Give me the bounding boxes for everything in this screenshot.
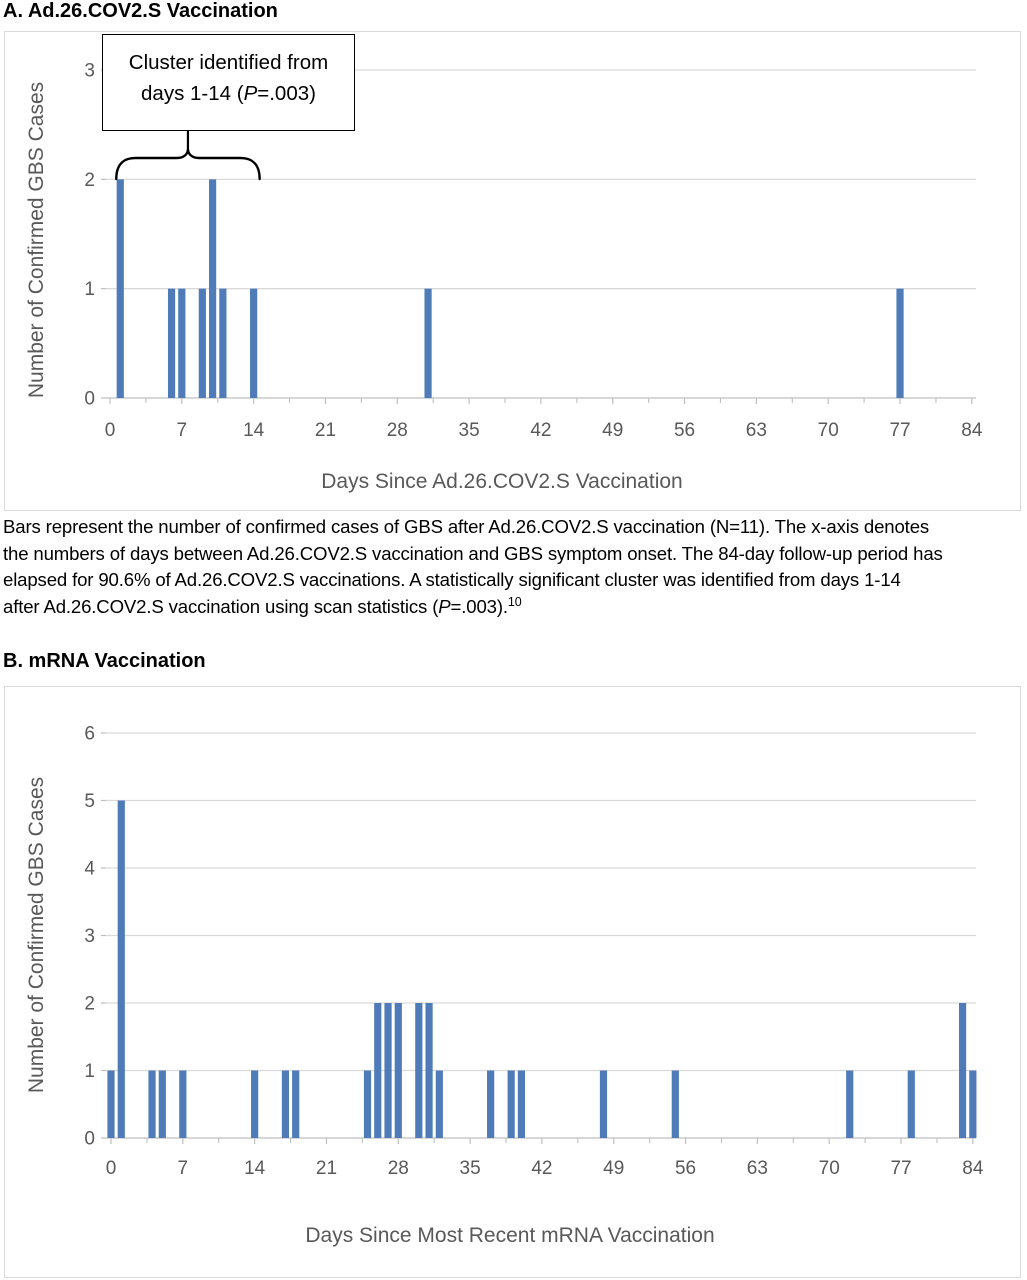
- x-axis-title: Days Since Most Recent mRNA Vaccination: [305, 1224, 715, 1247]
- x-tick-label: 35: [458, 420, 480, 441]
- x-tick-label: 42: [530, 420, 552, 441]
- bar-day-78: [908, 1071, 915, 1139]
- bar-day-27: [384, 1003, 391, 1138]
- x-tick-label: 14: [243, 420, 265, 441]
- cluster-annotation-line2: [103, 78, 354, 109]
- bar-day-14: [251, 1071, 258, 1139]
- bar-day-37: [487, 1071, 494, 1139]
- annotation-italic-p: P: [243, 82, 258, 105]
- bar-day-9: [199, 289, 206, 398]
- bar-day-31: [424, 289, 431, 398]
- x-tick-label: 56: [673, 420, 696, 441]
- bar-day-7: [179, 1071, 186, 1139]
- x-tick-label: 21: [314, 420, 337, 441]
- caption-line: Bars represent the number of confirmed cases of GBS after Ad.26.COV2.S vaccination (N=11). The x-axis denotes: [3, 516, 930, 537]
- cluster-brace: [116, 149, 259, 179]
- bar-day-11: [219, 289, 226, 398]
- caption-text: after Ad.26.COV2.S vaccination using scan statistics (: [3, 595, 439, 617]
- y-tick-label: 2: [84, 993, 95, 1015]
- y-tick-label: 0: [84, 388, 95, 410]
- bar-day-31: [425, 1003, 432, 1138]
- x-tick-label: 28: [386, 420, 408, 441]
- bar-day-77: [896, 289, 903, 398]
- x-tick-label: 56: [674, 1158, 697, 1179]
- panel-a-chart: [4, 31, 1021, 511]
- bar-day-32: [436, 1071, 443, 1139]
- cluster-annotation-line1: [103, 47, 354, 78]
- bar-day-1: [118, 801, 125, 1139]
- x-tick-label: 35: [459, 1158, 481, 1179]
- bar-day-55: [672, 1071, 679, 1139]
- y-tick-label: 1: [84, 1061, 95, 1082]
- bar-day-4: [148, 1071, 155, 1139]
- y-tick-label: 4: [84, 858, 95, 880]
- y-axis-title: Number of Confirmed GBS Cases: [25, 81, 48, 399]
- panel-a-title: A. Ad.26.COV2.S Vaccination: [3, 0, 278, 22]
- x-tick-label: 63: [746, 1158, 768, 1179]
- bar-day-39: [508, 1071, 515, 1139]
- x-tick-label: 28: [387, 1158, 409, 1179]
- caption-line: [3, 596, 522, 617]
- caption-superscript-ref: 10: [507, 594, 522, 609]
- y-tick-label: 3: [84, 60, 95, 82]
- x-tick-label: 21: [315, 1158, 338, 1179]
- panel-b-chart: [4, 686, 1021, 1278]
- y-tick-label: 1: [84, 279, 95, 301]
- x-tick-label: 14: [244, 1158, 266, 1179]
- bar-day-25: [364, 1071, 371, 1139]
- y-tick-label: 5: [84, 791, 95, 812]
- panel-b-plot: [5, 687, 1020, 1277]
- cluster-annotation-box: [102, 34, 355, 131]
- bar-day-72: [846, 1071, 853, 1139]
- panel-b-title: B. mRNA Vaccination: [3, 650, 206, 672]
- annotation-text: =.003): [257, 82, 316, 105]
- x-tick-label: 84: [962, 1158, 984, 1179]
- bar-day-84: [969, 1071, 976, 1139]
- panel-a-caption: [3, 514, 1025, 620]
- bar-day-83: [959, 1003, 966, 1138]
- bar-day-28: [395, 1003, 402, 1138]
- x-tick-label: 70: [817, 420, 839, 441]
- bar-day-10: [209, 179, 216, 398]
- bar-day-14: [250, 289, 257, 398]
- y-tick-label: 6: [84, 723, 95, 745]
- x-tick-label: 7: [176, 420, 188, 441]
- x-axis-title: Days Since Ad.26.COV2.S Vaccination: [321, 470, 683, 493]
- x-tick-label: 0: [105, 1158, 117, 1179]
- bar-day-1: [117, 179, 124, 398]
- caption-line: the numbers of days between Ad.26.COV2.S vaccination and GBS symptom onset. The 84-day follow-up period has: [3, 542, 943, 564]
- bar-day-26: [374, 1003, 381, 1138]
- bar-day-6: [168, 289, 175, 398]
- annotation-text: days 1-14 (: [141, 82, 244, 105]
- x-tick-label: 7: [177, 1158, 189, 1179]
- y-tick-label: 3: [84, 926, 95, 947]
- bar-day-7: [178, 289, 185, 398]
- x-tick-label: 63: [745, 420, 767, 441]
- bar-day-30: [415, 1003, 422, 1138]
- bar-day-48: [600, 1071, 607, 1139]
- annotation-text: Cluster identified from: [128, 51, 329, 74]
- caption-text: =.003).: [450, 595, 508, 617]
- x-tick-label: 49: [602, 420, 624, 441]
- bar-day-17: [282, 1071, 289, 1139]
- caption-italic-p: P: [438, 595, 451, 617]
- bar-day-18: [292, 1071, 299, 1139]
- y-tick-label: 0: [84, 1128, 95, 1150]
- x-tick-label: 49: [603, 1158, 625, 1179]
- x-tick-label: 0: [104, 420, 116, 441]
- x-tick-label: 77: [890, 1158, 912, 1179]
- x-tick-label: 77: [889, 420, 911, 441]
- bar-day-5: [159, 1071, 166, 1139]
- bar-day-0: [107, 1071, 114, 1139]
- x-tick-label: 42: [531, 1158, 553, 1179]
- bar-day-40: [518, 1071, 525, 1139]
- x-tick-label: 84: [961, 420, 983, 441]
- x-tick-label: 70: [818, 1158, 840, 1179]
- y-tick-label: 2: [84, 169, 95, 191]
- caption-line: elapsed for 90.6% of Ad.26.COV2.S vaccinations. A statistically significant cluster was identified from days 1-14: [3, 569, 901, 590]
- y-axis-title: Number of Confirmed GBS Cases: [25, 776, 48, 1094]
